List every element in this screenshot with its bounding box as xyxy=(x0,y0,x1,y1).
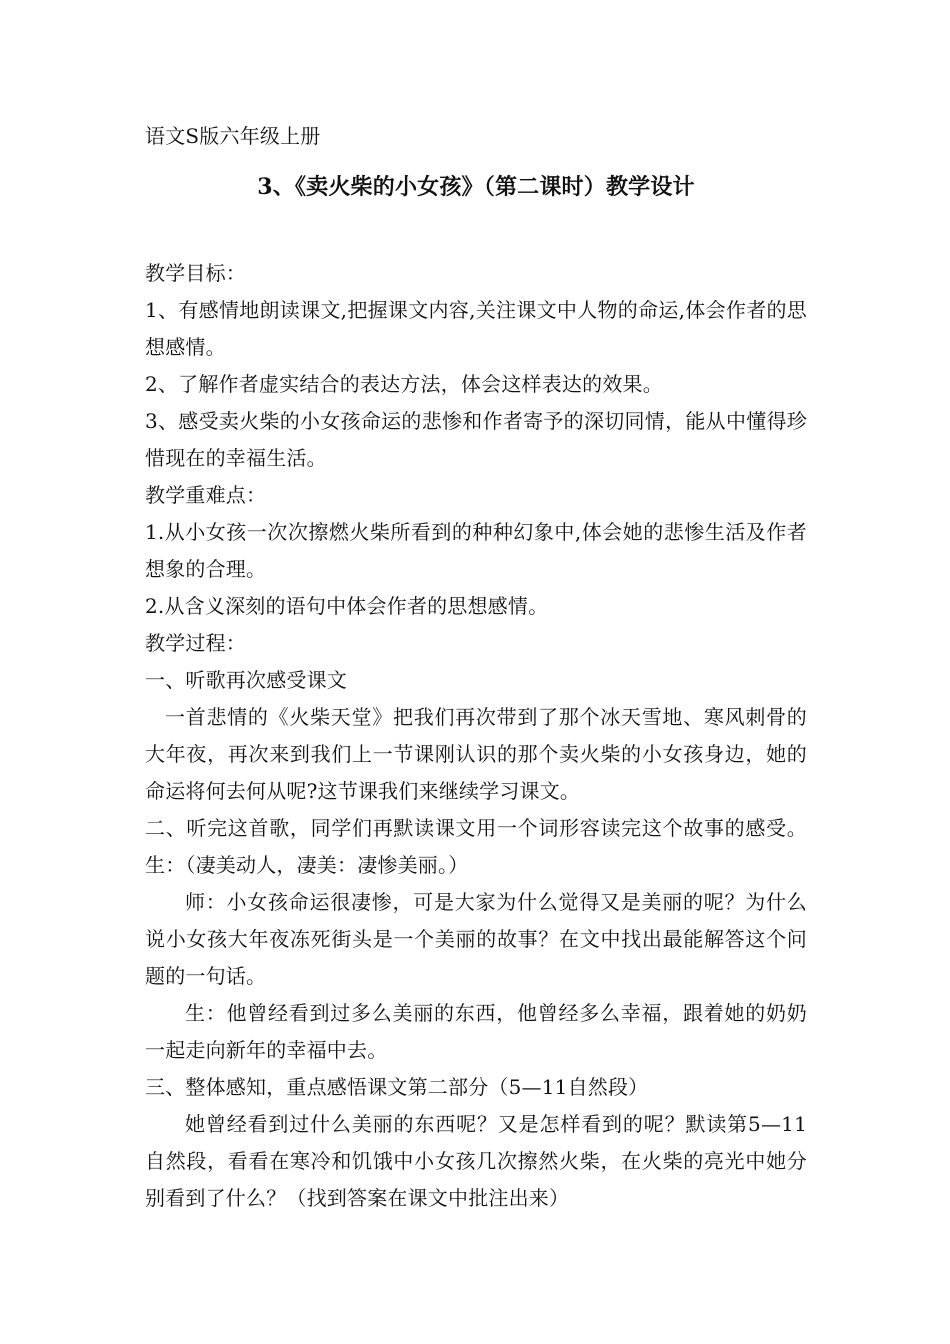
document-page xyxy=(145,118,807,1217)
title-spacer xyxy=(145,207,807,255)
key-point-1: 1.从小女孩一次次擦燃火柴所看到的种种幻象中,体会她的悲惨生活及作者想象的合理。 xyxy=(145,520,807,581)
objective-3: 3、感受卖火柴的小女孩命运的悲惨和作者寄予的深切同情，能从中懂得珍惜现在的幸福生活。 xyxy=(145,409,807,470)
objective-2: 2、了解作者虚实结合的表达方法，体会这样表达的效果。 xyxy=(145,372,663,396)
section-2-text: 二、听完这首歌，同学们再默读课文用一个词形容读完这个故事的感受。生：（凄美动人，凄美：凄惨美丽。） xyxy=(145,816,807,877)
heading-key-points: 教学重难点： xyxy=(145,483,267,507)
subject-line: 语文S版六年级上册 xyxy=(145,124,321,148)
section-1-heading: 一、听歌再次感受课文 xyxy=(145,668,347,692)
objective-1: 1、有感情地朗读课文,把握课文内容,关注课文中人物的命运,体会作者的思想感情。 xyxy=(145,298,807,359)
heading-objectives: 教学目标： xyxy=(145,261,246,285)
document-title: 3、《卖火柴的小女孩》（第二课时）教学设计 xyxy=(257,174,695,200)
heading-process: 教学过程： xyxy=(145,631,246,655)
teacher-question: 师：小女孩命运很凄惨，可是大家为什么觉得又是美丽的呢？为什么说小女孩大年夜冻死街头是一个美丽的故事？在文中找出最能解答这个问题的一句话。 xyxy=(145,890,807,988)
section-3-heading: 三、整体感知，重点感悟课文第二部分（5—11自然段） xyxy=(145,1075,649,1099)
section-3-text: 她曾经看到过什么美丽的东西呢？又是怎样看到的呢？默读第5—11自然段，看看在寒冷和饥饿中小女孩几次擦然火柴，在火柴的亮光中她分别看到了什么？（找到答案在课文中批注出来） xyxy=(145,1112,807,1210)
student-answer: 生：他曾经看到过多么美丽的东西，他曾经多么幸福，跟着她的奶奶一起走向新年的幸福中去。 xyxy=(145,1001,807,1062)
key-point-2: 2.从含义深刻的语句中体会作者的思想感情。 xyxy=(145,594,549,618)
section-1-text: 一首悲情的《火柴天堂》把我们再次带到了那个冰天雪地、寒风刺骨的大年夜，再次来到我们上一节课刚认识的那个卖火柴的小女孩身边，她的命运将何去何从呢?这节课我们来继续学习课文。 xyxy=(145,705,807,803)
